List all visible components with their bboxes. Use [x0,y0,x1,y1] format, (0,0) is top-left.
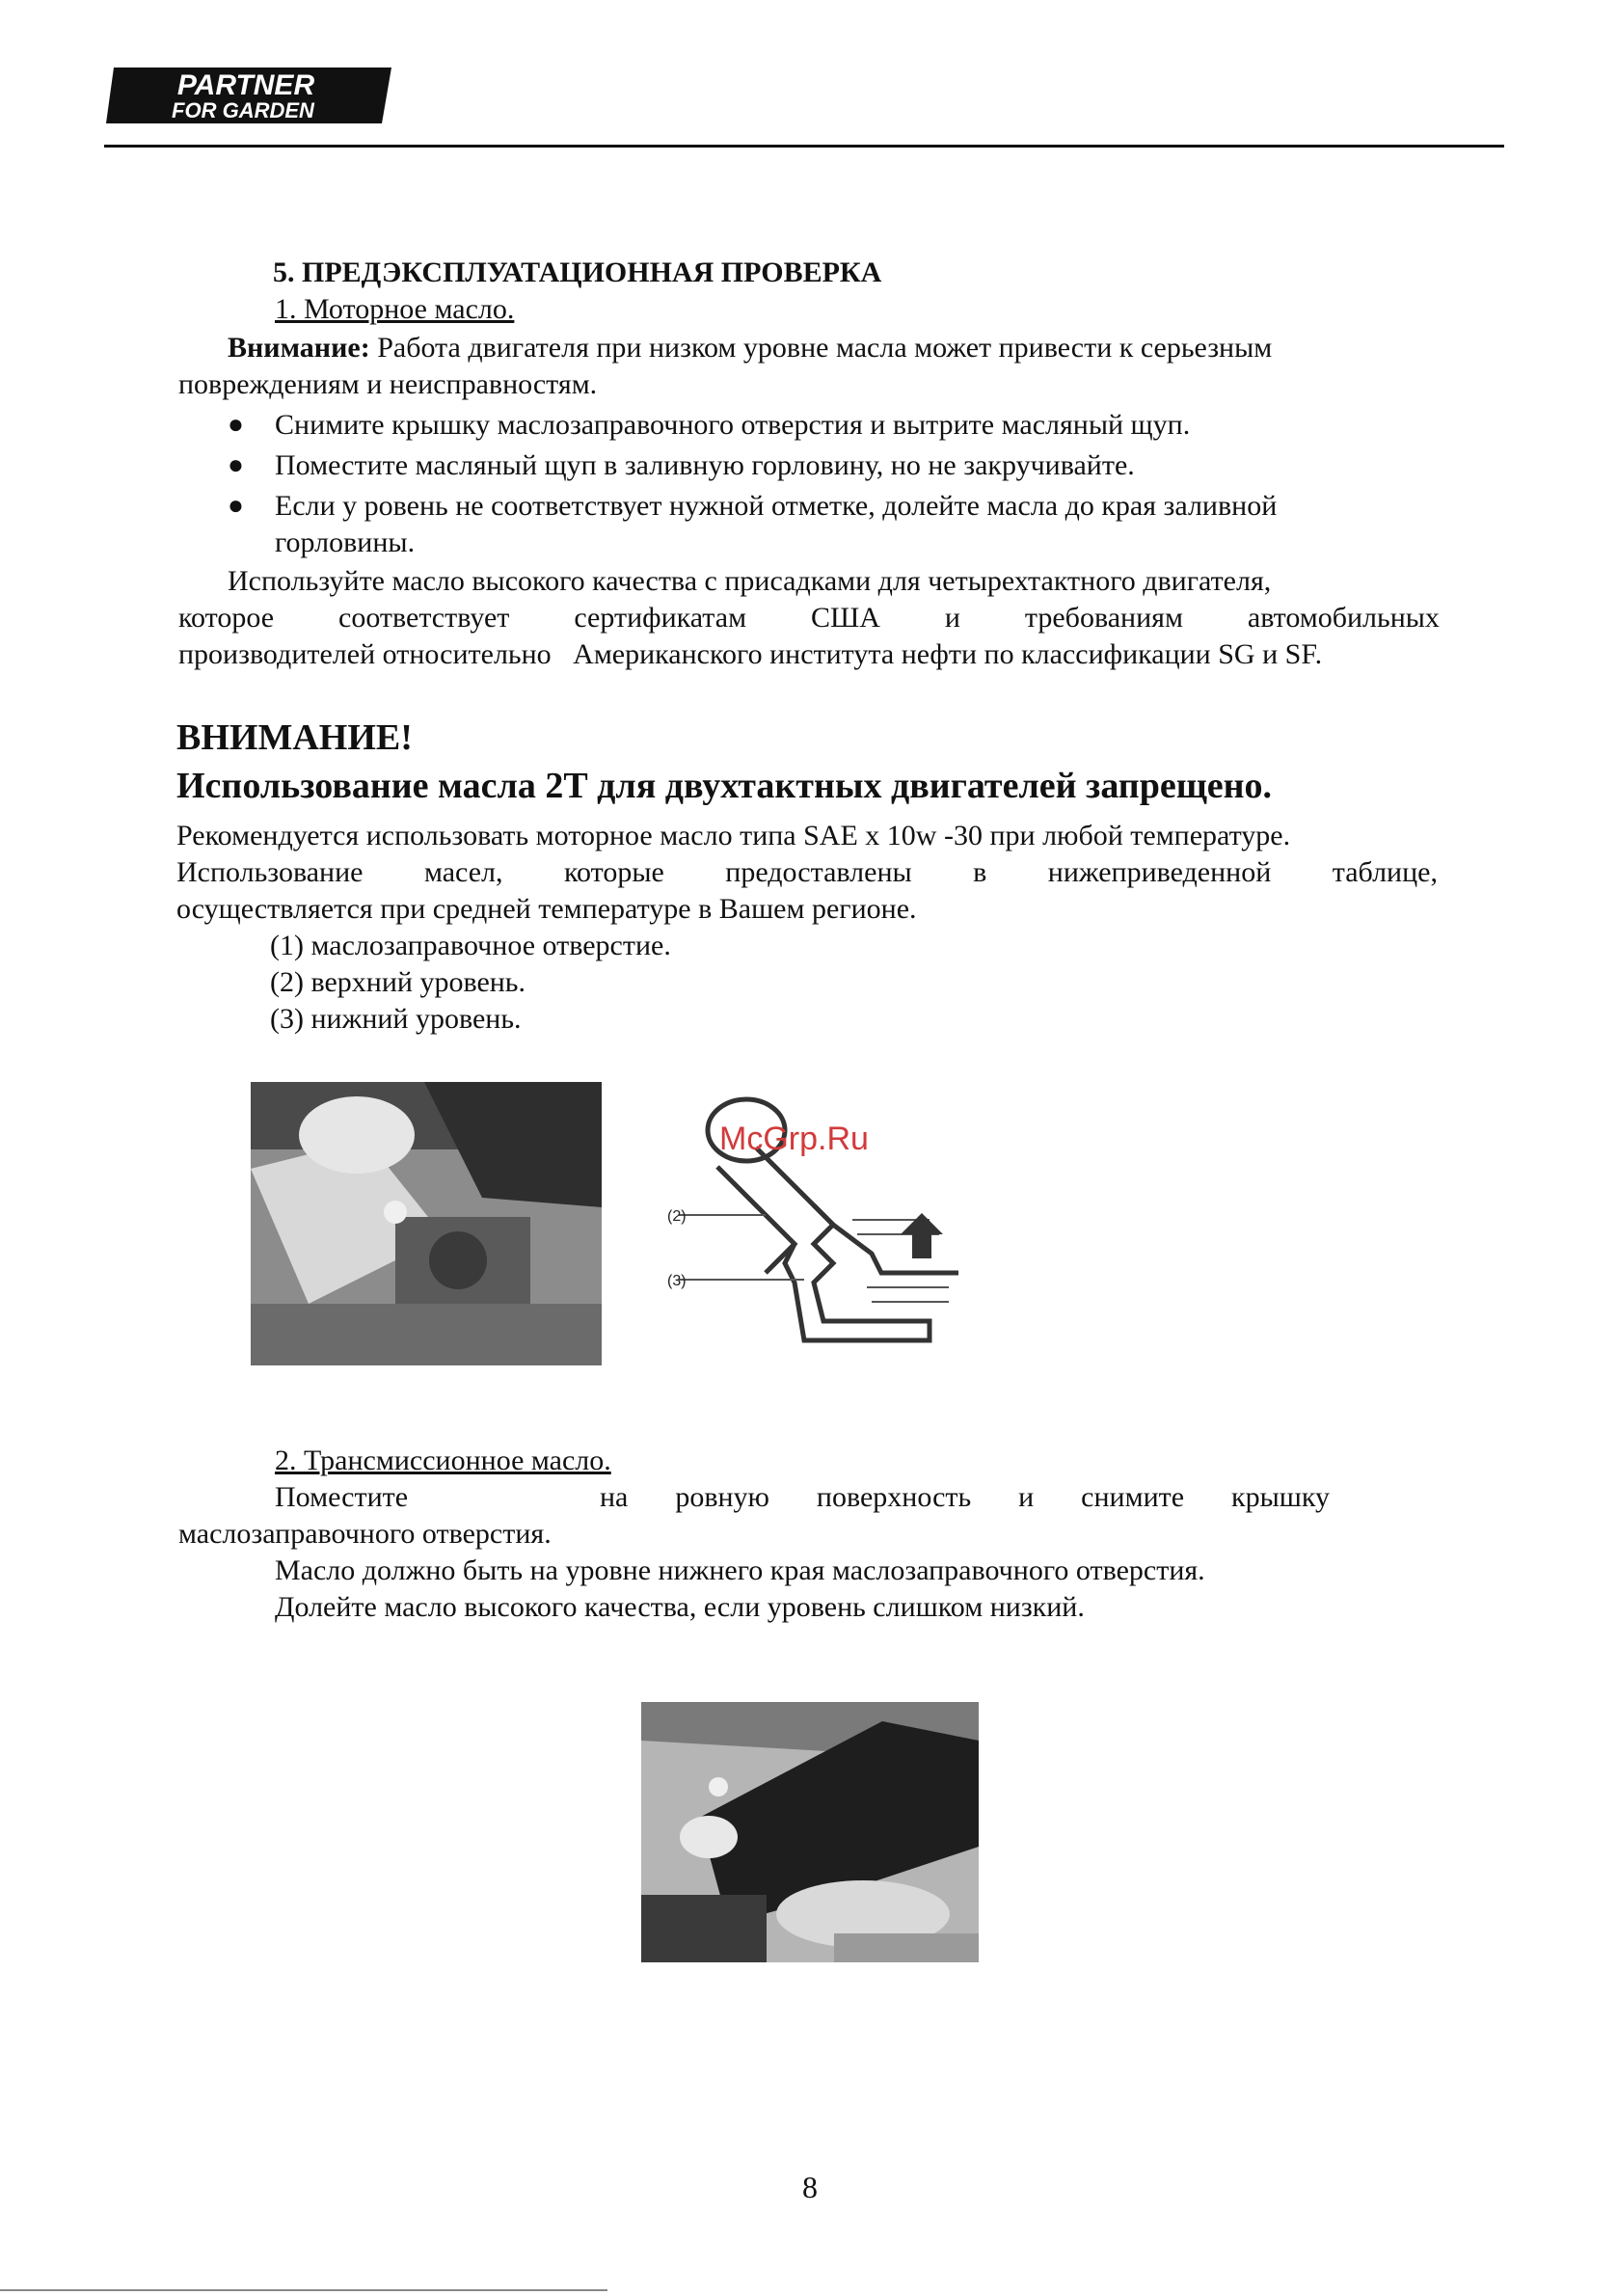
subsection-transmission-oil: 2. Трансмиссионное масло. [275,1445,611,1476]
word: Использование [176,856,364,888]
transmission-line3: Масло должно быть на уровне нижнего края маслозаправочного отверстия. [275,1554,1205,1586]
word: требованиям [1024,602,1183,634]
word: ровную [675,1481,769,1513]
legend-item-3: (3) нижний уровень. [270,1003,522,1035]
word: Поместите [275,1481,409,1513]
word: масел, [423,856,503,888]
word: США [811,602,880,634]
bullet-3-cont: горловины. [275,527,416,558]
footer-rule [0,2289,607,2291]
recommendation-line3: осуществляется при средней температуре в Вашем регионе. [176,893,917,925]
word: поверхность [816,1481,972,1513]
bullet-3: Если у ровень не соответствует нужной отметке, долейте масла до края заливной [275,490,1278,522]
word: на [600,1481,629,1513]
word: таблице, [1332,856,1438,888]
warning-text: Работа двигателя при низком уровне масла может привести к серьезным [377,332,1273,364]
word: нижеприведенной [1047,856,1272,888]
engine-oil-photo [251,1082,602,1365]
legend-item-2: (2) верхний уровень. [270,966,526,998]
section-title: 5. ПРЕДЭКСПЛУАТАЦИОННАЯ ПРОВЕРКА [273,257,882,288]
logo-line1: PARTNER [176,69,315,101]
brand-logo [106,64,395,127]
word: в [973,856,987,888]
transmission-line2: маслозаправочного отверстия. [178,1518,552,1550]
word: предоставлены [725,856,912,888]
word: автомобильных [1247,602,1440,634]
word: сертификатам [574,602,747,634]
oil-paragraph-line2 [178,600,1440,636]
transmission-photo [641,1702,979,1962]
legend-item-1: (1) маслозаправочное отверстие. [270,930,671,961]
bullet-icon: ● [228,450,244,480]
word: и [1018,1481,1035,1513]
transmission-line1 [275,1479,1330,1516]
alert-subheading: Использование масла 2Т для двухтактных двигателей запрещено. [176,766,1273,806]
word: которые [563,856,664,888]
logo-line2: FOR GARDEN [172,98,314,122]
subsection-engine-oil: 1. Моторное масло. [275,293,515,325]
word: крышку [1231,1481,1330,1513]
page-number: 8 [802,2170,818,2204]
word: и [944,602,960,634]
warning-text-cont: повреждениям и неисправностям. [178,368,598,400]
label-upper-level: (2) [667,1208,687,1225]
word: соответствует [338,602,510,634]
word: снимите [1081,1481,1185,1513]
header-divider [104,145,1504,148]
bullet-2: Поместите масляный щуп в заливную горловину, но не закручивайте. [275,449,1135,481]
recommendation-line1: Рекомендуется использовать моторное масло типа SAE х 10w -30 при любой температуре. [176,820,1291,851]
bullet-icon: ● [228,491,244,521]
bullet-icon: ● [228,410,244,440]
watermark: McGrp.Ru [719,1121,869,1157]
oil-paragraph-line1: Используйте масло высокого качества с присадками для четырехтактного двигателя, [228,565,1272,597]
bullet-1: Снимите крышку маслозаправочного отверстия и вытрите масляный щуп. [275,409,1191,441]
recommendation-line2 [176,854,1438,891]
dipstick-diagram [640,1080,958,1360]
word: которое [178,602,275,634]
oil-paragraph-line3: производителей относительно Американского института нефти по классификации SG и SF. [178,638,1323,670]
transmission-line4: Долейте масло высокого качества, если уровень слишком низкий. [275,1591,1085,1623]
warning-label: Внимание: [228,332,370,364]
warning-line [228,330,1272,366]
label-lower-level: (3) [667,1273,687,1289]
alert-heading: ВНИМАНИЕ! [176,717,413,758]
